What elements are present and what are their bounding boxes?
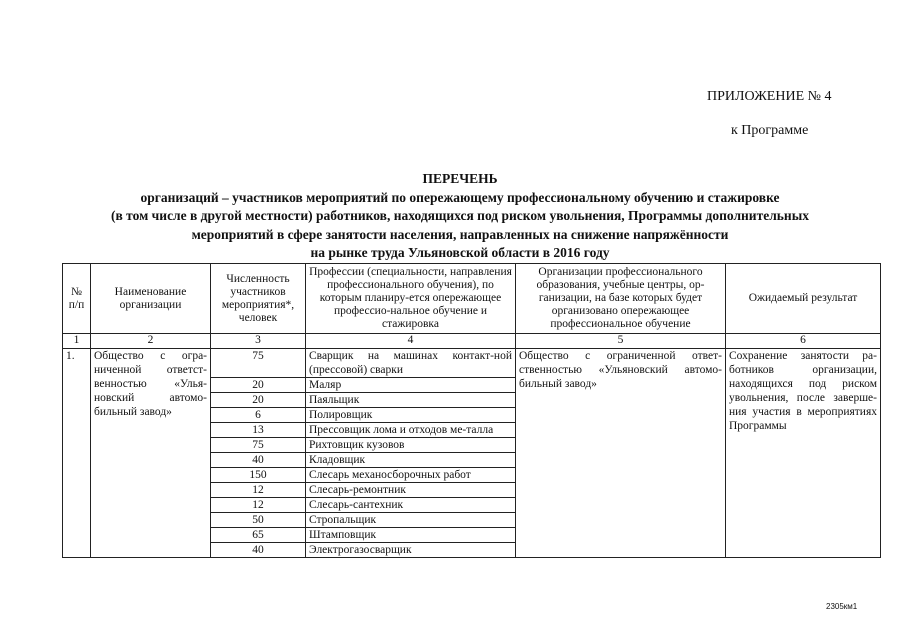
- organization-name: Общество с огра-ниченной ответст-венностью «Улья-новский автомо-бильный завод»: [91, 349, 211, 558]
- title-line-2: организаций – участников мероприятий по опережающему профессиональному обучению и стажировке: [140, 189, 780, 205]
- profession-name: Стропальщик: [306, 513, 516, 528]
- participant-count: 20: [211, 393, 306, 408]
- document-title: [60, 170, 860, 263]
- column-number: 2: [91, 334, 211, 349]
- profession-name: Слесарь механосборочных работ: [306, 468, 516, 483]
- appendix-label: ПРИЛОЖЕНИЕ № 4: [707, 89, 832, 104]
- participant-count: 13: [211, 423, 306, 438]
- participant-count: 12: [211, 483, 306, 498]
- table-header-row: [63, 264, 881, 334]
- title-line-1: ПЕРЕЧЕНЬ: [422, 171, 498, 186]
- participant-count: 50: [211, 513, 306, 528]
- profession-name: Кладовщик: [306, 453, 516, 468]
- column-number: 3: [211, 334, 306, 349]
- profession-name: Маляр: [306, 378, 516, 393]
- header-organization: Наименование организации: [91, 264, 211, 334]
- title-line-5: на рынке труда Ульяновской области в 2016 году: [310, 245, 610, 260]
- training-organization: Общество с ограниченной ответ-ственностью «Ульяновский автомо-бильный завод»: [516, 349, 726, 558]
- participant-count: 75: [211, 349, 306, 378]
- profession-name: Прессовщик лома и отходов ме-талла: [306, 423, 516, 438]
- profession-name: Полировщик: [306, 408, 516, 423]
- participant-count: 12: [211, 498, 306, 513]
- document-code: 2305км1: [826, 602, 858, 611]
- participant-count: 40: [211, 453, 306, 468]
- profession-name: Слесарь-ремонтник: [306, 483, 516, 498]
- profession-name: Штамповщик: [306, 528, 516, 543]
- title-line-3: (в том числе в другой местности) работников, находящихся под риском увольнения, Программы дополнительных: [111, 208, 809, 223]
- participant-count: 65: [211, 528, 306, 543]
- profession-name: Рихтовщик кузовов: [306, 438, 516, 453]
- header-professions: Профессии (специальности, направления профессионального обучения), по которым планиру-ется опережающее профессио-нальное обучение и стажировка: [306, 264, 516, 334]
- organizations-table: [62, 263, 881, 558]
- table-row: [63, 349, 881, 378]
- row-index: 1.: [63, 349, 91, 558]
- profession-name: Слесарь-сантехник: [306, 498, 516, 513]
- title-line-4: мероприятий в сфере занятости населения, направленных на снижение напряжённости: [191, 226, 729, 242]
- expected-result: Сохранение занятости ра-ботников организации, находящихся под риском увольнения, после заверше-ния участия в мероприятиях Программы: [726, 349, 881, 558]
- profession-name: Паяльщик: [306, 393, 516, 408]
- profession-name: Сварщик на машинах контакт-ной (прессовой) сварки: [306, 349, 516, 378]
- column-number: 5: [516, 334, 726, 349]
- header-participants: Численность участников мероприятия*, человек: [211, 264, 306, 334]
- participant-count: 6: [211, 408, 306, 423]
- participant-count: 20: [211, 378, 306, 393]
- participant-count: 40: [211, 543, 306, 558]
- participant-count: 75: [211, 438, 306, 453]
- column-number: 1: [63, 334, 91, 349]
- header-index: № п/п: [63, 264, 91, 334]
- participant-count: 150: [211, 468, 306, 483]
- program-reference: к Программе: [731, 123, 809, 138]
- column-number-row: [63, 334, 881, 349]
- profession-name: Электрогазосварщик: [306, 543, 516, 558]
- column-number: 6: [726, 334, 881, 349]
- header-result: Ожидаемый результат: [726, 264, 881, 334]
- header-training-orgs: Организации профессионального образования, учебные центры, ор-ганизации, на базе которых будет организовано опережающее профессиональное обучение: [516, 264, 726, 334]
- column-number: 4: [306, 334, 516, 349]
